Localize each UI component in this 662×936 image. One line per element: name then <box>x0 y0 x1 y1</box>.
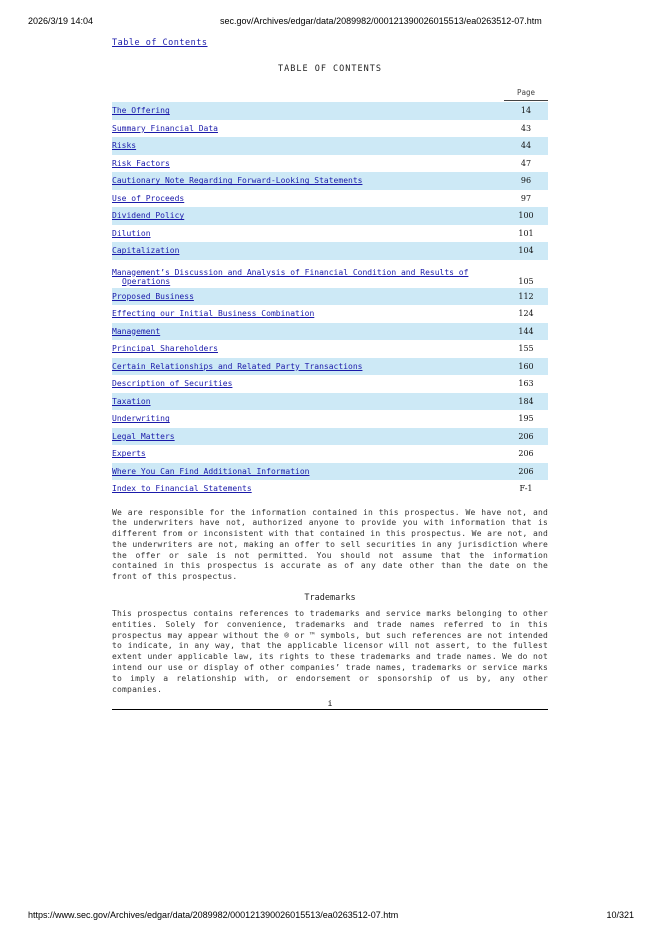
trademarks-paragraph: This prospectus contains references to trademarks and service marks belonging to other entities. Solely for convenience, trademarks and trade names referred to in this prospectus may appear without the ® or ™ symbols, but such references are not intended to indicate, in any way, that the applicable licensor will not assert, to the fullest extent under applicable law, its rights to these trademarks and trade names. We do not intend our use or display of other companies’ trade names, trademarks or service marks to imply a relationship with, or endorsement or sponsorship of us by, any other companies. <box>112 609 548 694</box>
toc-entry-link[interactable]: The Offering <box>112 106 170 116</box>
toc-entry-link[interactable]: Management’s Discussion and Analysis of Financial Condition and Results of <box>112 267 469 277</box>
toc-entry-link[interactable]: Dividend Policy <box>112 211 185 221</box>
toc-row <box>112 323 548 341</box>
toc-page-number: F-1 <box>519 484 533 494</box>
print-footer <box>28 910 634 924</box>
toc-entry-link-continued[interactable]: Operations <box>122 276 171 286</box>
toc-row <box>112 428 548 446</box>
toc-entry-link[interactable]: Risk Factors <box>112 158 170 168</box>
toc-page-number: 112 <box>504 288 548 306</box>
toc-page-number: 101 <box>518 228 534 238</box>
toc-row <box>112 305 548 323</box>
toc-page-number: 195 <box>518 414 534 424</box>
toc-row <box>112 225 548 243</box>
toc-row <box>112 102 548 120</box>
toc-row <box>112 358 548 376</box>
toc-row <box>112 288 548 306</box>
toc-row <box>112 393 548 411</box>
print-datetime: 2026/3/19 14:04 <box>28 16 94 26</box>
toc-page-number: 206 <box>504 428 548 446</box>
toc-entry-link[interactable]: Summary Financial Data <box>112 123 218 133</box>
toc-entry-link[interactable]: Proposed Business <box>112 291 194 301</box>
toc-page-number: 206 <box>504 463 548 481</box>
toc-page-number: 163 <box>518 379 534 389</box>
toc-entry-link[interactable]: Capitalization <box>112 246 180 256</box>
toc-entry-link[interactable]: Taxation <box>112 396 151 406</box>
toc-entry-link[interactable]: Cautionary Note Regarding Forward-Looking Statements <box>112 176 363 186</box>
toc-row <box>112 260 548 288</box>
toc-row <box>112 155 548 173</box>
toc-row <box>112 207 548 225</box>
toc-entry-link[interactable]: Principal Shareholders <box>112 344 218 354</box>
toc-entry-link[interactable]: Legal Matters <box>112 431 175 441</box>
toc-page-number: 96 <box>504 172 548 190</box>
toc-entry-link[interactable]: Effecting our Initial Business Combination <box>112 309 315 319</box>
print-page-counter: 10/321 <box>606 910 634 920</box>
toc-page-number: 206 <box>518 449 534 459</box>
toc-entry-link[interactable]: Experts <box>112 449 146 459</box>
toc-table <box>112 102 548 498</box>
toc-page-number: 14 <box>504 102 548 120</box>
toc-entry-link[interactable]: Underwriting <box>112 414 170 424</box>
toc-page-number: 104 <box>504 242 548 260</box>
toc-page-number: 100 <box>504 207 548 225</box>
print-header-url: sec.gov/Archives/edgar/data/2089982/000121390026015513/ea0263512-07.htm <box>220 16 542 26</box>
toc-row <box>112 190 548 208</box>
toc-entry-link[interactable]: Where You Can Find Additional Information <box>112 466 310 476</box>
toc-entry-link[interactable]: Management <box>112 326 161 336</box>
toc-title: TABLE OF CONTENTS <box>278 64 382 74</box>
toc-entry-link[interactable]: Index to Financial Statements <box>112 484 252 494</box>
toc-entry-link[interactable]: Certain Relationships and Related Party Transactions <box>112 361 363 371</box>
document-page <box>112 38 548 710</box>
toc-page-number: 97 <box>520 193 532 203</box>
page-column-header: Page <box>112 88 548 100</box>
toc-page-number: 144 <box>504 323 548 341</box>
toc-row <box>112 340 548 358</box>
toc-row <box>112 242 548 260</box>
table-of-contents-link[interactable]: Table of Contents <box>112 38 208 48</box>
page-number: i <box>112 699 548 710</box>
toc-entry-link[interactable]: Description of Securities <box>112 379 233 389</box>
toc-page-number: 47 <box>520 158 532 168</box>
print-header <box>28 16 634 30</box>
trademarks-heading: Trademarks <box>304 593 356 604</box>
responsibility-paragraph: We are responsible for the information contained in this prospectus. We have not, and the underwriters have not, authorized anyone to provide you with information that is different from or inconsistent with that contained in this prospectus. We are not, and the underwriters are not, making an offer to sell securities in any jurisdiction where the offer or sale is not permitted. You should not assume that the information contained in this prospectus is accurate as of any date other than the date on the front of this prospectus. <box>112 507 548 582</box>
toc-page-number: 184 <box>504 393 548 411</box>
toc-page-number: 160 <box>504 358 548 376</box>
toc-row <box>112 375 548 393</box>
toc-entry-link[interactable]: Use of Proceeds <box>112 193 185 203</box>
toc-page-number: 105 <box>518 276 534 286</box>
toc-row <box>112 137 548 155</box>
toc-row <box>112 172 548 190</box>
toc-entry-link[interactable]: Dilution <box>112 228 151 238</box>
toc-page-number: 43 <box>520 123 532 133</box>
toc-row <box>112 410 548 428</box>
toc-page-number: 124 <box>518 309 534 319</box>
toc-row <box>112 120 548 138</box>
toc-entry-link[interactable]: Risks <box>112 141 137 151</box>
toc-row <box>112 445 548 463</box>
toc-page-number: 44 <box>504 137 548 155</box>
print-footer-url: https://www.sec.gov/Archives/edgar/data/2089982/000121390026015513/ea0263512-07.htm <box>28 910 399 920</box>
toc-page-number: 155 <box>518 344 534 354</box>
toc-row <box>112 463 548 481</box>
toc-row <box>112 480 548 498</box>
